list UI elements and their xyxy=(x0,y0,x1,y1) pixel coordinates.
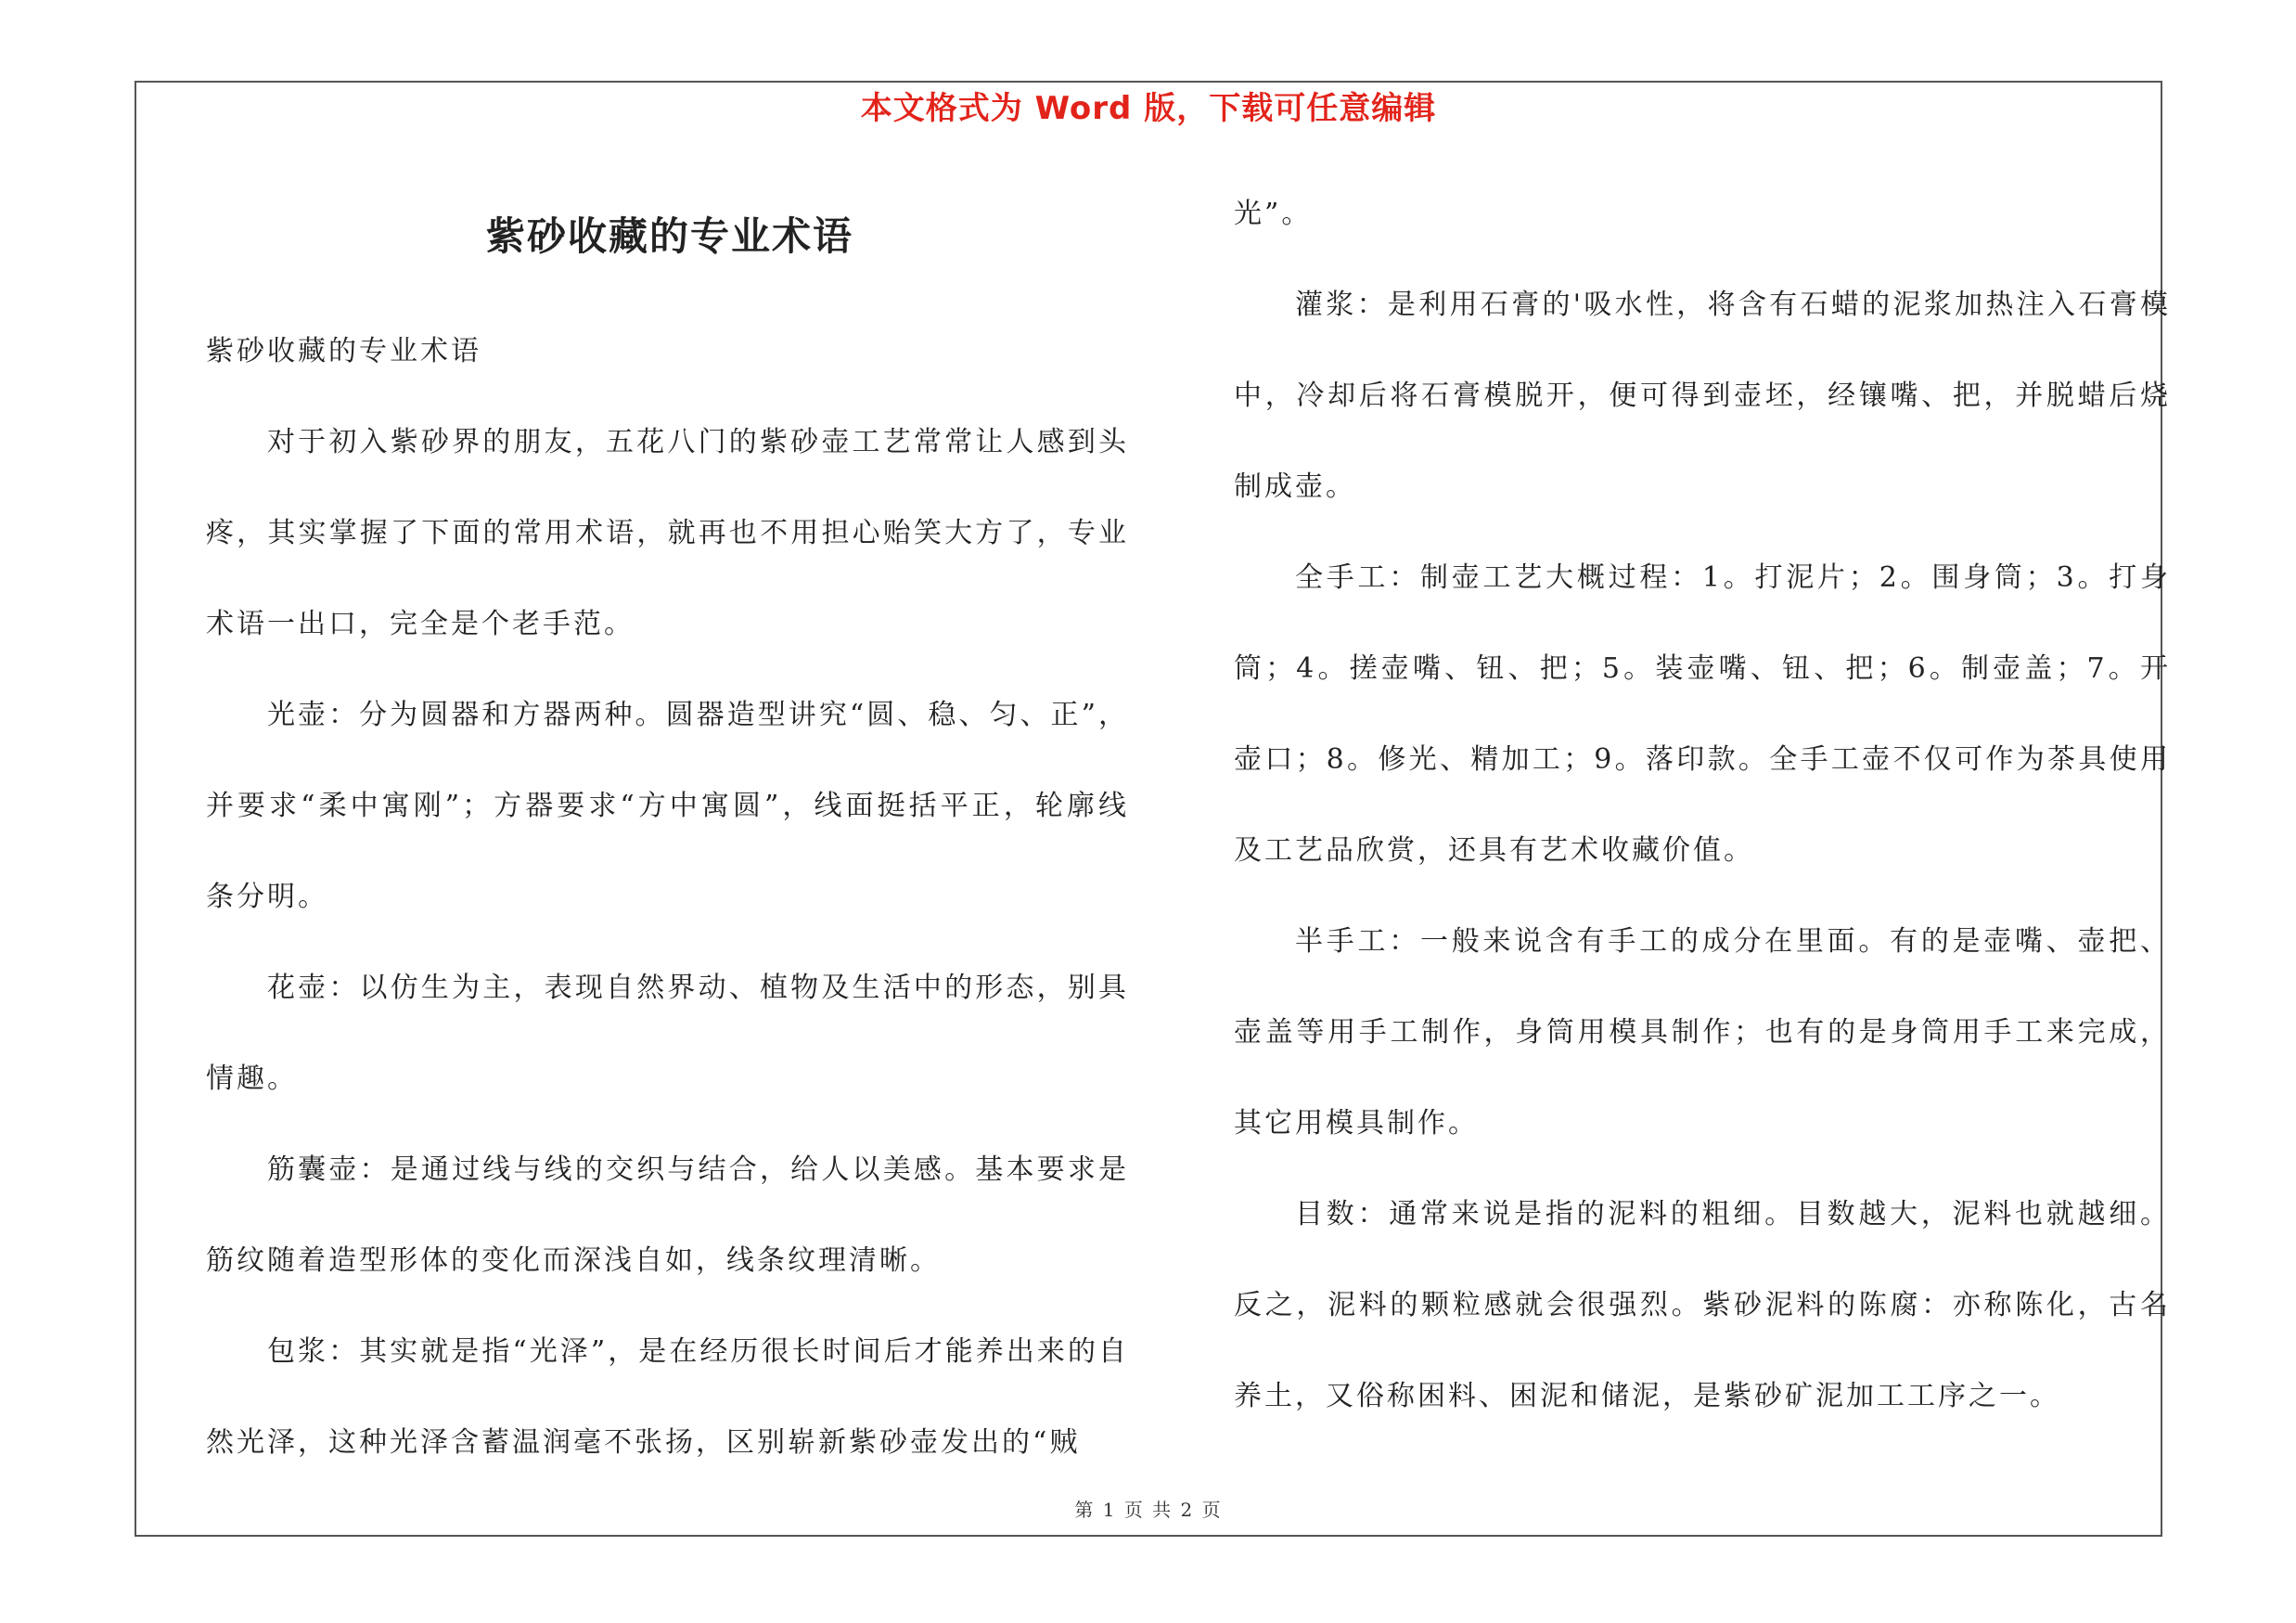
document-title: 紫砂收藏的专业术语 xyxy=(485,213,853,259)
mushu-paragraph: 目数：通常来说是指的泥料的粗细。目数越大，泥料也就越细。反之，泥料的颗粒感就会很强烈。紫砂泥料的陈腐：亦称陈化，古名养土，又俗称困料、困泥和储泥，是紫砂矿泥加工工序之一。 xyxy=(1234,1198,2171,1412)
guanjiang-paragraph: 灌浆：是利用石膏的'吸水性，将含有石蜡的泥浆加热注入石膏模中，冷却后将石膏模脱开，便可得到壶坯，经镶嘴、把，并脱蜡后烧制成壶。 xyxy=(1234,289,2171,503)
intro-paragraph: 对于初入紫砂界的朋友，五花八门的紫砂壶工艺常常让人感到头疼，其实掌握了下面的常用术语，就再也不用担心贻笑大方了，专业术语一出口，完全是个老手范。 xyxy=(206,426,1129,640)
format-banner: 本文格式为 Word 版，下载可任意编辑 xyxy=(860,90,1437,127)
quanshougong-paragraph: 全手工：制壶工艺大概过程：1。打泥片；2。围身筒；3。打身筒；4。搓壶嘴、钮、把；5。装壶嘴、钮、把；6。制壶盖；7。开壶口；8。修光、精加工；9。落印款。全手工壶不仅可作为茶具使用及工艺品欣赏，还具有艺术收藏价值。 xyxy=(1234,561,2171,867)
page-number: 第 1 页 共 2 页 xyxy=(1074,1499,1223,1521)
guanghu-paragraph: 光壶：分为圆器和方器两种。圆器造型讲究“圆、稳、匀、正”，并要求“柔中寓刚”；方器要求“方中寓圆”，线面挺括平正，轮廓线条分明。 xyxy=(206,699,1129,913)
subtitle-paragraph: 紫砂收藏的专业术语 xyxy=(206,335,481,367)
banshougong-paragraph: 半手工：一般来说含有手工的成分在里面。有的是壶嘴、壶把、壶盖等用手工制作，身筒用模具制作；也有的是身筒用手工来完成，其它用模具制作。 xyxy=(1234,925,2171,1140)
jinnanghu-paragraph: 筋囊壶：是通过线与线的交织与结合，给人以美感。基本要求是筋纹随着造型形体的变化而深浅自如，线条纹理清晰。 xyxy=(206,1153,1129,1277)
baojiang-paragraph: 包浆：其实就是指“光泽”，是在经历很长时间后才能养出来的自然光泽，这种光泽含蓄温润毫不张扬，区别崭新紫砂壶发出的“贼 xyxy=(206,1335,1129,1459)
continued-paragraph: 光”。 xyxy=(1234,198,1313,230)
huahu-paragraph: 花壶：以仿生为主，表现自然界动、植物及生活中的形态，别具情趣。 xyxy=(206,972,1129,1095)
